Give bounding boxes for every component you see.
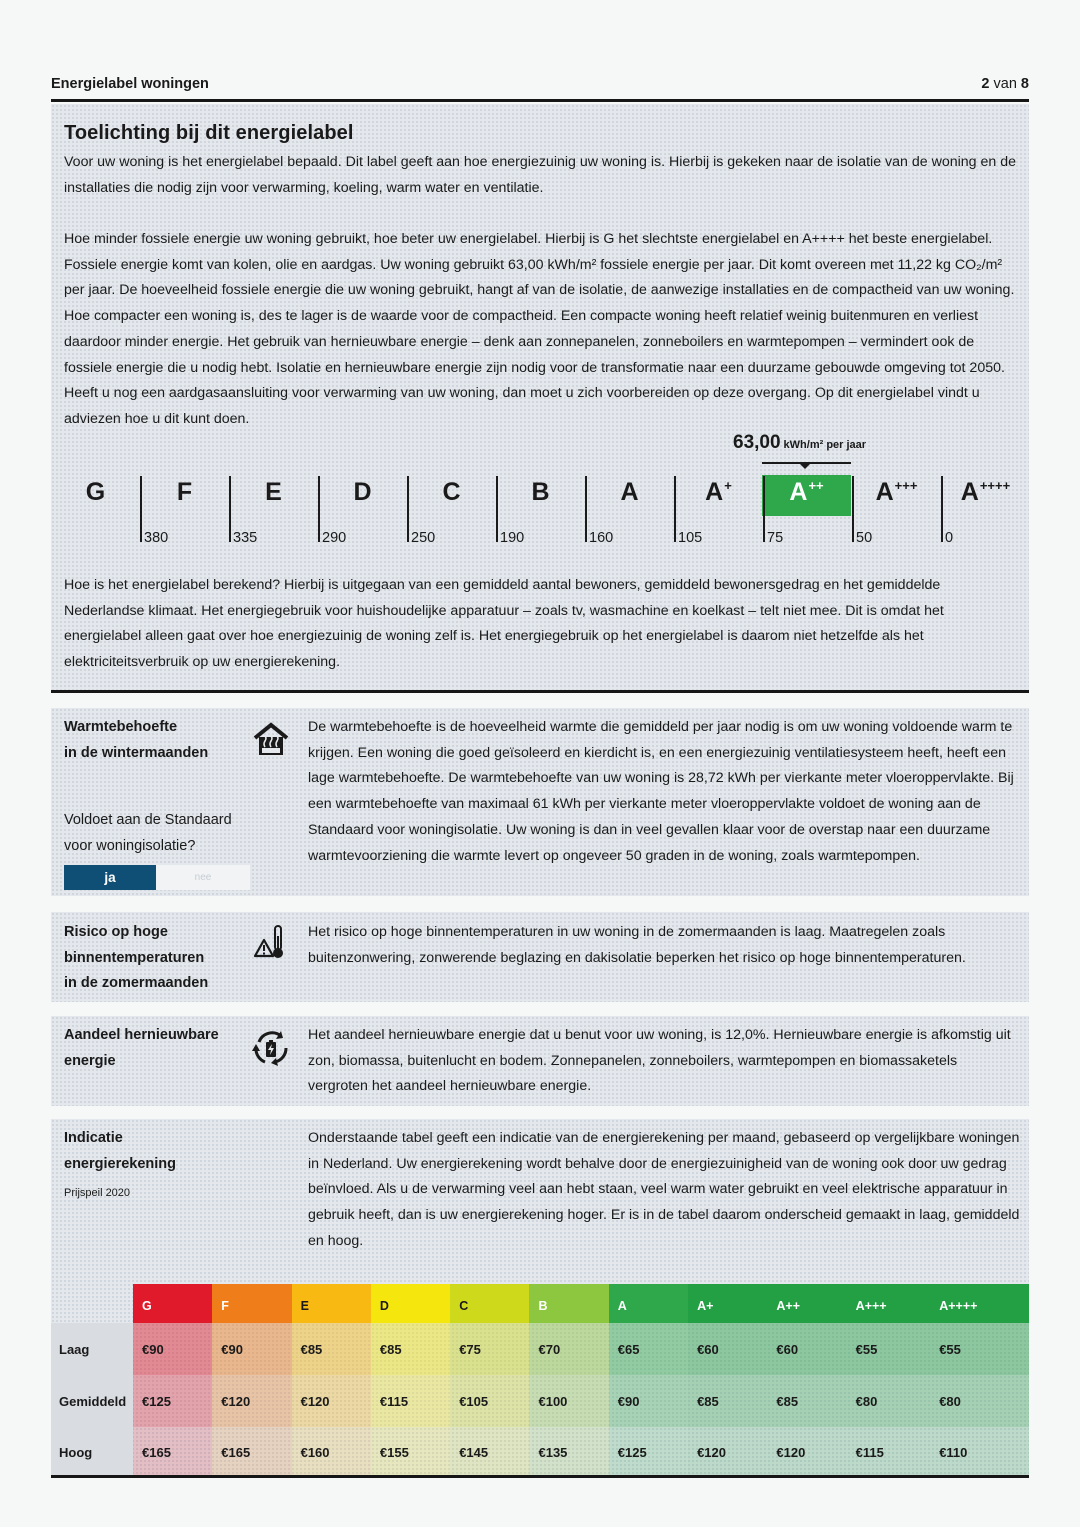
cost-cell: €120: [212, 1375, 291, 1427]
hernieuwbaar-heading-line-2: energie: [64, 1052, 116, 1069]
document-title: Energielabel woningen: [51, 76, 209, 92]
hernieuwbaar-heading: [64, 1023, 249, 1074]
scale-threshold: 290: [322, 530, 347, 546]
footer-divider: [51, 1475, 1029, 1478]
page-of: van: [993, 76, 1017, 92]
column-header: B: [529, 1284, 608, 1323]
table-row: [51, 1427, 1029, 1478]
row-label: Gemiddeld: [51, 1375, 133, 1427]
risico-heading: [64, 920, 249, 997]
cost-cell: €160: [292, 1427, 371, 1478]
risico-heading-line-1: Risico op hoge: [64, 924, 168, 940]
row-label: Laag: [51, 1323, 133, 1375]
rekening-heading-line-1: Indicatie: [64, 1130, 123, 1146]
scale-label-apppp: A++++: [960, 478, 1011, 506]
cost-cell: €85: [371, 1323, 450, 1375]
warmte-panel: [51, 708, 1029, 896]
cost-cell: €115: [371, 1375, 450, 1427]
scale-label-f: F: [176, 478, 193, 506]
column-header: C: [450, 1284, 529, 1323]
risico-heading-line-2: binnentemperaturen: [64, 949, 205, 966]
intro-paragraph-3: Hoe is het energielabel berekend? Hierbij is uitgegaan van een gemiddeld aantal bewoners, gemiddeld bewonersgedrag en het gemiddelde Nederlandse klimaat. Het energiegebruik voor huishoudelijke apparatuur – zoals tv, wasmachine en koelkast – telt niet mee. Dit is omdat het energielabel alleen gaat over hoe energiezuinig de woning zelf is. Het energiegebruik op het energielabel is daarom niet hetzelfde als het elektriciteitsverbruik op uw energierekening.: [64, 577, 944, 671]
scale-tick: [852, 476, 854, 542]
column-header: F: [212, 1284, 291, 1323]
scale-label-c: C: [442, 478, 461, 506]
cost-cell: €55: [930, 1323, 1029, 1375]
cost-cell: €60: [688, 1323, 767, 1375]
marker-caret-icon: [799, 463, 811, 469]
table-row: [51, 1375, 1029, 1427]
scale-threshold: 160: [589, 530, 614, 546]
intro-panel: [51, 104, 1029, 690]
cost-cell: €90: [133, 1323, 212, 1375]
column-header: D: [371, 1284, 450, 1323]
intro-bottom-divider: [51, 690, 1029, 693]
cost-cell: €120: [767, 1427, 846, 1478]
cost-cell: €80: [847, 1375, 931, 1427]
scale-threshold: 190: [500, 530, 525, 546]
thermometer-warning-icon: [251, 922, 291, 962]
scale-tick: [140, 476, 142, 542]
marker-value: 63,00: [733, 432, 781, 453]
column-header: A: [609, 1284, 688, 1323]
cost-cell: €110: [930, 1427, 1029, 1478]
energy-label-scale: [51, 474, 1029, 546]
scale-threshold: 250: [411, 530, 436, 546]
marker-unit: kWh/m² per jaar: [783, 439, 867, 451]
cost-cell: €155: [371, 1427, 450, 1478]
standaard-question: [64, 808, 264, 859]
energy-marker: [733, 432, 866, 454]
column-header: A++++: [930, 1284, 1029, 1323]
scale-label-d: D: [353, 478, 372, 506]
header-divider: [51, 99, 1029, 102]
answer-no: nee: [156, 865, 250, 890]
rekening-text: Onderstaande tabel geeft een indicatie van de energierekening per maand, gebaseerd op vergelijkbare woningen in Nederland. Uw energierekening wordt behalve door de energiezuinigheid van de woning ook door uw gedrag beïnvloed. Als u de verwarming veel aan hebt staan, veel warm water gebruikt en veel elektrische apparatuur in gebruik heeft, dan is uw energierekening hoger. Er is in de tabel daarom onderscheid gemaakt in laag, gemiddeld en hoog.: [308, 1130, 1020, 1249]
column-header: G: [133, 1284, 212, 1323]
cost-cell: €75: [450, 1323, 529, 1375]
cost-cell: €115: [847, 1427, 931, 1478]
scale-label-g: G: [85, 478, 106, 506]
scale-threshold: 335: [233, 530, 258, 546]
warmte-heading-line-1: Warmtebehoefte: [64, 719, 178, 735]
hernieuwbaar-heading-line-1: Aandeel hernieuwbare: [64, 1027, 219, 1043]
scale-tick: [407, 476, 409, 542]
table-corner: [51, 1284, 133, 1323]
active-label-block: [762, 475, 851, 516]
table-row: [51, 1323, 1029, 1375]
cost-cell: €90: [609, 1375, 688, 1427]
energy-cost-table: [51, 1284, 1029, 1478]
scale-tick: [229, 476, 231, 542]
warmte-text: De warmtebehoefte is de hoeveelheid warmte die gemiddeld per jaar nodig is om uw woning voldoende warm te krijgen. Een woning die goed geïsoleerd en kierdicht is, en een energiezuinig ventilatiesysteem heeft, heeft een lage warmtebehoefte. De warmtebehoefte van uw woning is 28,72 kWh per vierkante meter vloeroppervlakte. Bij een warmtebehoefte van maximaal 61 kWh per vierkante meter vloeroppervlakte voldoet de woning aan de Standaard voor woningisolatie. Uw woning is dan in veel gevallen klaar voor de overstap naar een duurzame warmtevoorziening die warmte levert op ongeveer 50 graden in de woning, zoals warmtepompen.: [308, 719, 1014, 864]
cost-cell: €80: [930, 1375, 1029, 1427]
cost-cell: €105: [450, 1375, 529, 1427]
intro-paragraph-1: Voor uw woning is het energielabel bepaald. Dit label geeft aan hoe energiezuinig uw woning is. Hierbij is gekeken naar de isolatie van de woning en de installaties die nodig zijn voor verwarming, koeling, warm water en ventilatie.: [64, 154, 1016, 196]
standaard-question-line-1: Voldoet aan de Standaard: [64, 812, 232, 828]
page-header: [51, 74, 1029, 94]
cost-table-body: [51, 1323, 1029, 1478]
cost-cell: €145: [450, 1427, 529, 1478]
cost-cell: €120: [688, 1427, 767, 1478]
row-label: Hoog: [51, 1427, 133, 1478]
page-current: 2: [981, 76, 990, 92]
risico-text: Het risico op hoge binnentemperaturen in uw woning in de zomermaanden is laag. Maatregelen zoals buitenzonwering, zonwerende beglazing en dakisolatie beperken het risico op hoge binnentemperaturen.: [308, 924, 966, 966]
column-header: E: [292, 1284, 371, 1323]
scale-label-app: A++: [789, 478, 824, 506]
intro-paragraph-2: Hoe minder fossiele energie uw woning gebruikt, hoe beter uw energielabel. Hierbij is G het slechtste energielabel en A++++ het beste energielabel. Fossiele energie komt van kolen, olie en aardgas. Uw woning gebruikt 63,00 kWh/m² fossiele energie per jaar. Dit komt overeen met 11,22 kg CO₂/m² per jaar. De hoeveelheid fossiele energie die uw woning gebruikt, hangt af van de isolatie, de aanwezige installaties en de compactheid van uw woning. Hoe compacter een woning is, des te lager is de waarde voor de compactheid. Een compacte woning heeft relatief weinig buitenmuren en verliest daardoor minder energie. Het gebruik van hernieuwbare energie – denk aan zonnepanelen, zonneboilers en warmtepompen – vermindert ook de fossiele energie die u nodig hebt. Isolatie en hernieuwbare energie zijn nodig voor de transformatie naar een duurzame gebouwde omgeving tot 2050. Heeft u nog een aardgasaansluiting voor verwarming van uw woning, dan moet u zich voorbereiden op deze overgang. Op dit energielabel vindt u adviezen hoe u dit kunt doen.: [64, 231, 1015, 427]
scale-tick: [318, 476, 320, 542]
scale-label-ap: A+: [705, 478, 732, 506]
scale-tick: [941, 476, 943, 542]
price-level-note: Prijspeil 2020: [64, 1187, 131, 1199]
scale-threshold: 50: [856, 530, 873, 546]
warmte-heading: [64, 715, 249, 766]
risico-heading-line-3: in de zomermaanden: [64, 975, 209, 992]
scale-tick: [674, 476, 676, 542]
cost-cell: €90: [212, 1323, 291, 1375]
column-header: A+++: [847, 1284, 931, 1323]
cost-cell: €125: [609, 1427, 688, 1478]
scale-label-appp: A+++: [875, 478, 918, 506]
standaard-toggle: [64, 865, 250, 890]
cost-cell: €135: [529, 1427, 608, 1478]
hernieuwbaar-text: Het aandeel hernieuwbare energie dat u benut voor uw woning, is 12,0%. Hernieuwbare energie is afkomstig uit zon, biomassa, buitenlucht en bodem. Zonnepanelen, zonneboilers, warmtepompen en biomassaketels vergroten het aandeel hernieuwbare energie.: [308, 1027, 1011, 1095]
cost-cell: €65: [609, 1323, 688, 1375]
rekening-heading: [64, 1126, 249, 1177]
cost-cell: €85: [292, 1323, 371, 1375]
cost-cell: €60: [767, 1323, 846, 1375]
house-heat-icon: [251, 720, 291, 760]
standaard-question-line-2: voor woningisolatie?: [64, 837, 196, 854]
cost-cell: €165: [133, 1427, 212, 1478]
scale-tick: [763, 476, 765, 542]
rekening-heading-line-2: energierekening: [64, 1155, 177, 1172]
scale-tick: [585, 476, 587, 542]
scale-threshold: 75: [767, 530, 784, 546]
cost-cell: €165: [212, 1427, 291, 1478]
scale-threshold: 105: [678, 530, 703, 546]
page-total: 8: [1020, 76, 1029, 92]
warmte-heading-line-2: in de wintermaanden: [64, 744, 209, 761]
scale-label-e: E: [265, 478, 282, 506]
scale-label-b: B: [531, 478, 550, 506]
cost-cell: €125: [133, 1375, 212, 1427]
cost-cell: €55: [847, 1323, 931, 1375]
section-title: Toelichting bij dit energielabel: [64, 122, 354, 144]
cost-cell: €70: [529, 1323, 608, 1375]
scale-threshold: 0: [945, 530, 954, 546]
answer-yes: ja: [64, 865, 156, 890]
column-header: A++: [767, 1284, 846, 1323]
scale-threshold: 380: [144, 530, 169, 546]
renewable-battery-icon: [251, 1028, 291, 1068]
scale-label-a: A: [620, 478, 639, 506]
column-header: A+: [688, 1284, 767, 1323]
cost-cell: €85: [767, 1375, 846, 1427]
cost-table-header: [51, 1284, 1029, 1323]
cost-cell: €100: [529, 1375, 608, 1427]
risico-panel: [51, 912, 1029, 1002]
cost-cell: €85: [688, 1375, 767, 1427]
page-number: [981, 76, 1029, 92]
cost-cell: €120: [292, 1375, 371, 1427]
hernieuwbaar-panel: [51, 1016, 1029, 1106]
scale-tick: [496, 476, 498, 542]
